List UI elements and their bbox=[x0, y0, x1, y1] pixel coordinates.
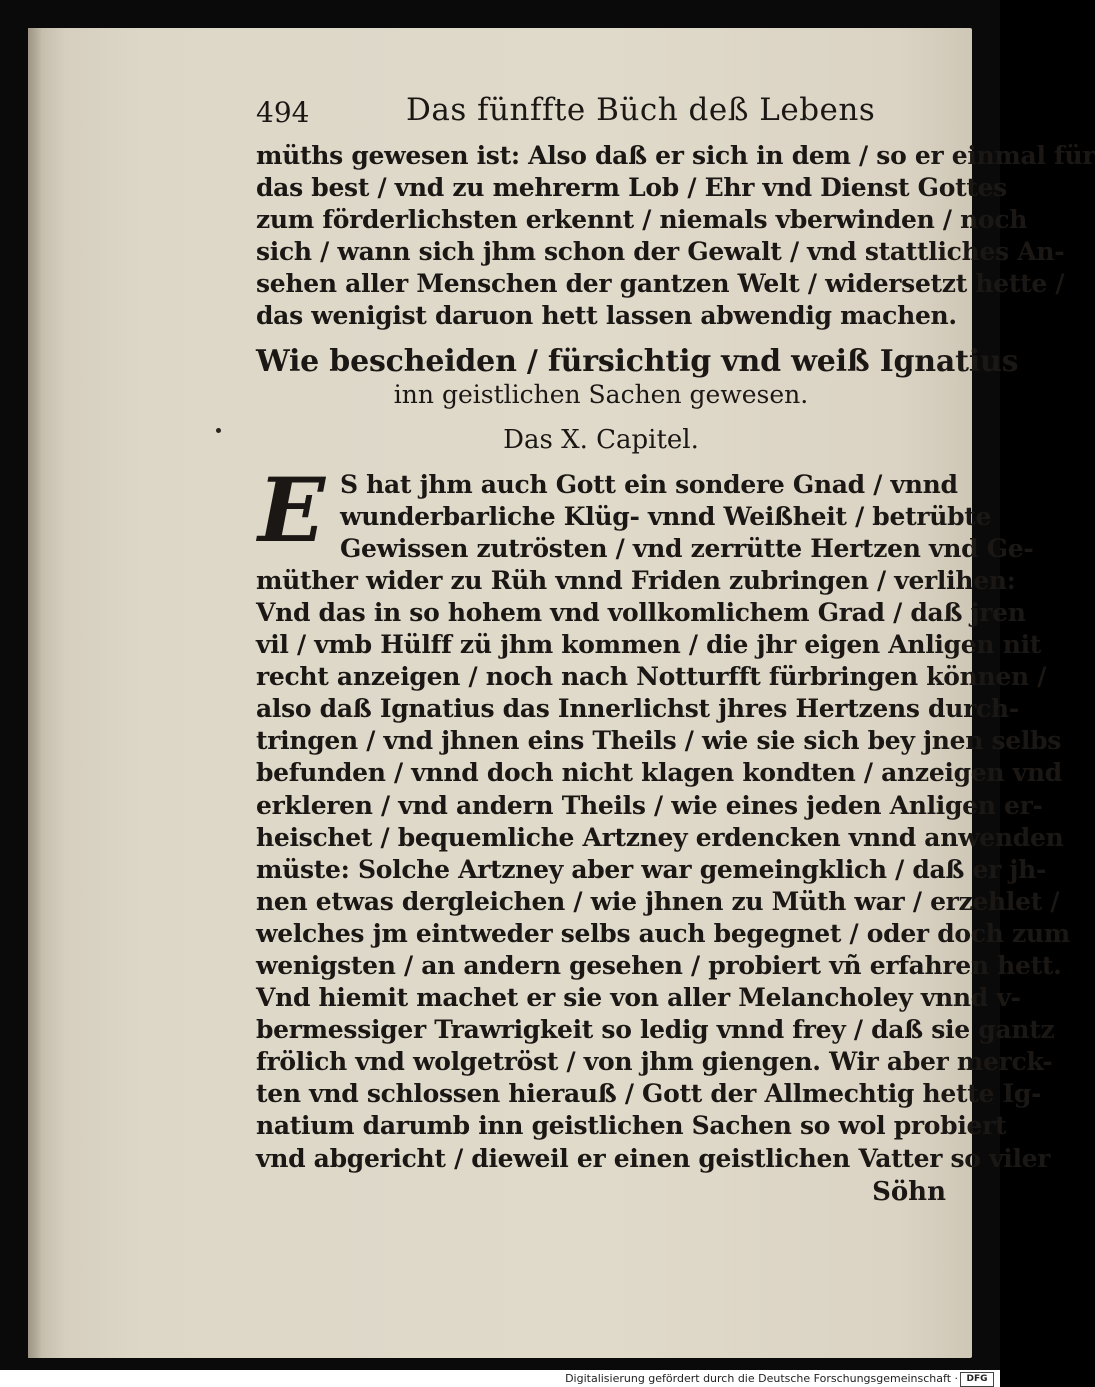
chapter-subtitle: inn geistlichen Sachen gewesen. bbox=[393, 379, 809, 409]
text-line: welches jm eintweder selbs auch begegnet / oder doch zum bbox=[256, 918, 1070, 948]
body-paragraph bbox=[256, 457, 1070, 1209]
text-line: bermessiger Trawrigkeit so ledig vnnd frey / daß sie gantz bbox=[256, 1015, 1055, 1045]
text-line: das wenigist daruon hett lassen abwendig machen. bbox=[256, 301, 957, 331]
running-title: Das fünffte Büch deß Lebens bbox=[406, 92, 876, 128]
page-text-block bbox=[256, 88, 1095, 1209]
text-line: vil / vmb Hülff zü jhm kommen / die jhr eigen Anligen nit bbox=[256, 630, 1042, 660]
text-line: zum förderlichsten erkennt / niemals vberwinden / noch bbox=[256, 205, 1028, 235]
text-line: Vnd hiemit machet er sie von aller Melancholey vnnd v- bbox=[256, 983, 1021, 1013]
text-line: das best / vnd zu mehrerm Lob / Ehr vnd Dienst Gottes bbox=[256, 173, 1007, 203]
text-line: natium darumb inn geistlichen Sachen so wol probiert bbox=[256, 1111, 1007, 1141]
text-line: also daß Ignatius das Innerlichst jhres Hertzens durch- bbox=[256, 694, 1019, 724]
text-line: müste: Solche Artzney aber war gemeingklich / daß er jh- bbox=[256, 854, 1047, 884]
text-line: frölich vnd wolgetröst / von jhm giengen. Wir aber merck- bbox=[256, 1047, 1053, 1077]
text-line: müther wider zu Rüh vnnd Friden zubringen / verlihen: bbox=[256, 565, 1016, 595]
text-line: sehen aller Menschen der gantzen Welt / widersetzt hette / bbox=[256, 269, 1065, 299]
text-line: recht anzeigen / noch nach Notturfft fürbringen können / bbox=[256, 662, 1047, 692]
intro-paragraph bbox=[256, 140, 1095, 333]
text-line: S hat jhm auch Gott ein sondere Gnad / vnnd bbox=[340, 469, 958, 499]
text-line: nen etwas dergleichen / wie jhnen zu Müth war / erzehlet / bbox=[256, 886, 1060, 916]
ink-mark bbox=[216, 428, 221, 433]
page-gutter-shadow bbox=[28, 28, 42, 1358]
text-line: vnd abgericht / dieweil er einen geistlichen Vatter so viler bbox=[256, 1143, 1051, 1173]
text-line: müths gewesen ist: Also daß er sich in dem / so er einmal für bbox=[256, 141, 1095, 170]
page-header bbox=[256, 88, 946, 140]
text-line: heischet / bequemliche Artzney erdencken vnnd anwenden bbox=[256, 822, 1064, 852]
chapter-number: Das X. Capitel. bbox=[503, 424, 699, 455]
chapter-title: Wie bescheiden / fürsichtig vnd weiß Ignatius bbox=[256, 343, 1019, 379]
page-number: 494 bbox=[256, 96, 310, 129]
dfg-logo: DFG bbox=[960, 1372, 994, 1387]
text-line: Gewissen zutrösten / vnd zerrütte Hertzen vnd Ge- bbox=[340, 533, 1034, 563]
text-line: sich / wann sich jhm schon der Gewalt / vnd stattliches An- bbox=[256, 237, 1065, 267]
text-line: wunderbarliche Klüg- vnnd Weißheit / betrübte bbox=[340, 501, 992, 531]
text-line: wenigsten / an andern gesehen / probiert vñ erfahren hett. bbox=[256, 950, 1062, 980]
funding-credit: Digitalisierung gefördert durch die Deutsche Forschungsgemeinschaft · bbox=[565, 1372, 958, 1385]
text-line: tringen / vnd jhnen eins Theils / wie sie sich bey jnen selbs bbox=[256, 726, 1062, 756]
text-line: Vnd das in so hohem vnd vollkomlichem Grad / daß jren bbox=[256, 597, 1026, 627]
text-line: erkleren / vnd andern Theils / wie eines jeden Anligen er- bbox=[256, 790, 1043, 820]
dropcap-initial: E bbox=[258, 457, 326, 562]
catchword: Söhn bbox=[872, 1176, 946, 1207]
text-line: befunden / vnnd doch nicht klagen kondten / anzeigen vnd bbox=[256, 758, 1062, 788]
text-line: ten vnd schlossen hierauß / Gott der Allmechtig hette Ig- bbox=[256, 1079, 1042, 1109]
